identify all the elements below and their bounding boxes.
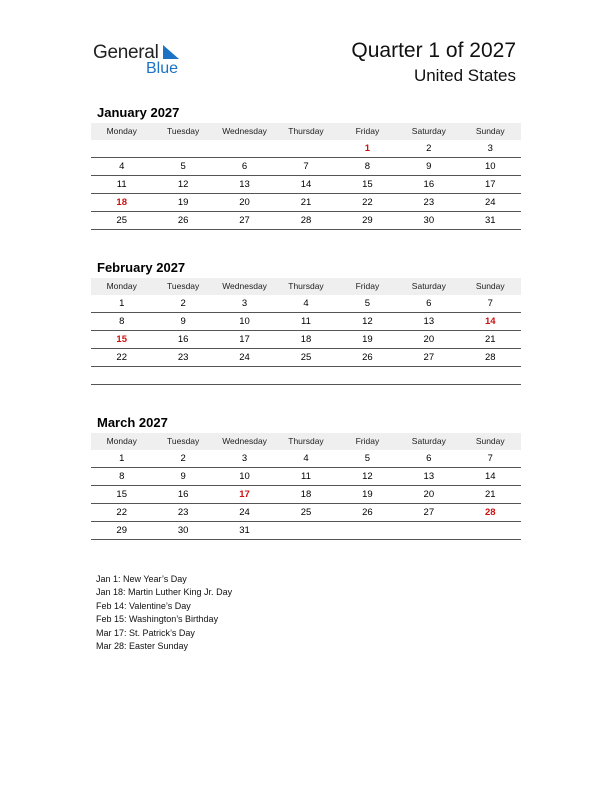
day-cell: 30	[177, 525, 189, 536]
weekday-label: Saturday	[411, 126, 446, 136]
week-row	[91, 486, 521, 504]
holiday-list	[96, 573, 232, 653]
day-cell: 19	[362, 334, 373, 345]
week-row	[91, 504, 521, 522]
month-march	[91, 414, 521, 540]
day-cell: 1	[364, 143, 371, 154]
day-cell: 26	[177, 215, 189, 226]
week-row	[91, 522, 521, 540]
day-cell: 2	[426, 143, 432, 154]
weekday-label: Sunday	[475, 281, 505, 291]
day-cell: 17	[239, 489, 250, 500]
weekday-header-row	[91, 123, 521, 140]
day-cell: 14	[484, 316, 496, 327]
day-cell: 5	[364, 453, 371, 464]
day-cell	[152, 367, 213, 384]
day-cell: 10	[239, 471, 250, 482]
weekday-label: Sunday	[475, 126, 505, 136]
week-row	[91, 212, 521, 230]
day-cell: 22	[362, 197, 373, 208]
week-row	[91, 349, 521, 367]
day-cell: 2	[180, 453, 186, 464]
day-cell: 23	[177, 352, 189, 363]
week-row	[91, 331, 521, 349]
calendar-grid	[91, 433, 521, 540]
day-cell: 8	[119, 316, 125, 327]
week-row	[91, 367, 521, 385]
country-subtitle: United States	[413, 66, 516, 85]
brand-logo	[93, 40, 193, 80]
week-row	[91, 158, 521, 176]
day-cell: 28	[300, 215, 312, 226]
day-cell: 20	[239, 197, 250, 208]
day-cell	[460, 522, 521, 539]
weekday-label: Saturday	[411, 436, 446, 446]
day-cell: 16	[177, 489, 189, 500]
day-cell: 15	[116, 334, 127, 345]
week-row	[91, 295, 521, 313]
day-cell: 7	[487, 298, 493, 309]
day-cell	[275, 367, 336, 384]
day-cell: 20	[423, 489, 435, 500]
weekday-label: Tuesday	[166, 126, 200, 136]
day-cell: 9	[180, 471, 186, 482]
day-cell: 12	[362, 316, 373, 327]
weekday-label: Thursday	[288, 436, 324, 446]
day-cell: 26	[362, 507, 373, 518]
day-cell: 23	[423, 197, 435, 208]
weekday-label: Sunday	[475, 436, 505, 446]
holiday-item: Feb 14: Valentine’s Day	[96, 600, 191, 611]
day-cell	[91, 140, 152, 157]
day-cell: 23	[177, 507, 189, 518]
day-cell: 10	[484, 161, 496, 172]
day-cell: 15	[362, 179, 373, 190]
day-cell: 30	[423, 215, 435, 226]
weekday-label: Tuesday	[166, 436, 200, 446]
weekday-label: Wednesday	[222, 436, 267, 446]
weekday-header-row	[91, 278, 521, 295]
day-cell: 21	[484, 489, 496, 500]
day-cell: 2	[180, 298, 186, 309]
weekday-label: Monday	[106, 281, 137, 291]
day-cell: 1	[119, 298, 125, 309]
day-cell: 7	[303, 161, 309, 172]
day-cell: 3	[487, 143, 493, 154]
day-cell: 31	[239, 525, 250, 536]
weekday-label: Wednesday	[222, 126, 267, 136]
day-cell: 11	[301, 471, 311, 482]
day-cell: 1	[119, 453, 125, 464]
day-cell: 19	[177, 197, 189, 208]
day-cell: 7	[487, 453, 493, 464]
holiday-item: Jan 1: New Year’s Day	[96, 574, 187, 584]
weekday-label: Tuesday	[166, 281, 200, 291]
day-cell: 15	[116, 489, 127, 500]
day-cell	[398, 522, 459, 539]
day-cell: 9	[180, 316, 186, 327]
day-cell: 5	[180, 161, 186, 172]
day-cell: 31	[484, 215, 496, 226]
week-row	[91, 140, 521, 158]
weekday-label: Wednesday	[222, 281, 267, 291]
day-cell: 24	[239, 352, 250, 363]
calendar-grid	[91, 123, 521, 230]
day-cell: 3	[241, 298, 248, 309]
week-row	[91, 176, 521, 194]
day-cell: 9	[426, 161, 432, 172]
day-cell: 17	[484, 179, 496, 190]
day-cell	[91, 367, 152, 384]
day-cell: 25	[116, 215, 127, 226]
week-row	[91, 313, 521, 331]
day-cell: 8	[119, 471, 125, 482]
weekday-header-row	[91, 433, 521, 450]
day-cell: 18	[300, 334, 312, 345]
day-cell: 11	[301, 316, 311, 327]
day-cell: 14	[300, 179, 312, 190]
day-cell: 26	[362, 352, 373, 363]
day-cell: 4	[119, 161, 125, 172]
day-cell: 18	[116, 197, 127, 208]
day-cell: 27	[423, 507, 435, 518]
day-cell	[275, 522, 336, 539]
weekday-label: Friday	[355, 281, 380, 291]
day-cell: 6	[426, 298, 432, 309]
day-cell: 17	[239, 334, 250, 345]
month-february	[91, 259, 521, 385]
month-january	[91, 104, 521, 230]
day-cell: 10	[239, 316, 250, 327]
weekday-label: Monday	[106, 126, 137, 136]
holiday-item: Jan 18: Martin Luther King Jr. Day	[96, 587, 233, 598]
day-cell: 25	[300, 507, 312, 518]
day-cell: 11	[116, 179, 127, 190]
month-title: February 2027	[97, 260, 186, 275]
day-cell	[275, 140, 336, 157]
week-row	[91, 468, 521, 486]
weekday-label: Monday	[106, 436, 137, 446]
day-cell: 24	[484, 197, 496, 208]
day-cell: 12	[177, 179, 189, 190]
day-cell: 29	[362, 215, 373, 226]
weekday-label: Thursday	[288, 126, 324, 136]
logo-triangle-icon	[161, 44, 181, 60]
day-cell: 4	[303, 298, 309, 309]
day-cell: 13	[423, 316, 435, 327]
day-cell: 28	[484, 507, 496, 518]
day-cell: 13	[239, 179, 250, 190]
week-row	[91, 450, 521, 468]
day-cell: 16	[423, 179, 435, 190]
day-cell: 3	[241, 453, 248, 464]
day-cell	[460, 367, 521, 384]
day-cell: 12	[362, 471, 373, 482]
month-title: January 2027	[97, 105, 180, 120]
day-cell: 19	[362, 489, 373, 500]
weekday-label: Friday	[355, 126, 380, 136]
day-cell: 16	[177, 334, 189, 345]
day-cell: 21	[484, 334, 496, 345]
weekday-label: Saturday	[411, 281, 446, 291]
day-cell: 4	[303, 453, 309, 464]
day-cell: 21	[300, 197, 312, 208]
day-cell: 27	[239, 215, 250, 226]
day-cell: 14	[484, 471, 496, 482]
logo-text-general: General	[93, 42, 159, 63]
day-cell: 22	[116, 352, 127, 363]
holiday-item: Feb 15: Washington’s Birthday	[96, 614, 219, 625]
day-cell: 8	[364, 161, 371, 172]
month-title: March 2027	[97, 415, 168, 430]
day-cell	[214, 367, 275, 384]
week-row	[91, 194, 521, 212]
day-cell: 5	[364, 298, 371, 309]
day-cell: 6	[241, 161, 248, 172]
weekday-label: Friday	[355, 436, 380, 446]
holiday-item: Mar 28: Easter Sunday	[96, 641, 189, 652]
holiday-item: Mar 17: St. Patrick’s Day	[96, 627, 195, 638]
day-cell	[214, 140, 275, 157]
logo-text-blue: Blue	[146, 60, 179, 77]
day-cell	[398, 367, 459, 384]
day-cell: 25	[300, 352, 312, 363]
day-cell: 29	[116, 525, 127, 536]
day-cell: 24	[239, 507, 250, 518]
day-cell: 6	[426, 453, 432, 464]
day-cell	[337, 367, 398, 384]
day-cell: 28	[484, 352, 496, 363]
page-title: Quarter 1 of 2027	[351, 39, 516, 62]
day-cell: 22	[116, 507, 127, 518]
day-cell: 13	[423, 471, 435, 482]
day-cell: 18	[300, 489, 312, 500]
day-cell	[337, 522, 398, 539]
weekday-label: Thursday	[288, 281, 324, 291]
calendar-grid	[91, 278, 521, 385]
day-cell: 27	[423, 352, 435, 363]
day-cell	[152, 140, 213, 157]
day-cell: 20	[423, 334, 435, 345]
